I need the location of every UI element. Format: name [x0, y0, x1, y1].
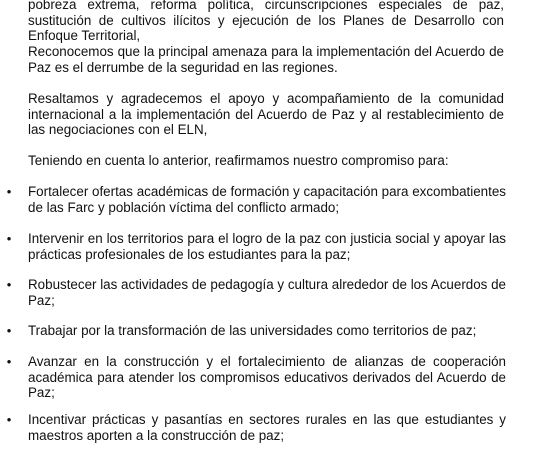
paragraph-international-support: Resaltamos y agradecemos el apoyo y acompañamiento de la comunidad internacional a la implementación del Acuerdo de Paz y al restablecimiento de las negociaciones con el ELN,	[28, 91, 504, 137]
list-item: Robustecer las actividades de pedagogía y cultura alrededor de los Acuerdos de Paz;	[28, 277, 506, 308]
list-item: Fortalecer ofertas académicas de formación y capacitación para excombatientes de las Farc y población víctima del conflicto armado;	[28, 184, 506, 215]
list-item: Incentivar prácticas y pasantías en sectores rurales en las que estudiantes y maestros aporten a la construcción de paz;	[28, 412, 506, 443]
bullet-icon: •	[6, 354, 12, 369]
list-item: Avanzar en la construcción y el fortalecimiento de alianzas de cooperación académica para atender los compromisos educativos derivados del Acuerdo de Paz;	[28, 354, 506, 400]
paragraph-commitment-intro: Teniendo en cuenta lo anterior, reafirmamos nuestro compromiso para:	[28, 153, 449, 168]
paragraph-continuation: pobreza extrema, reforma política, circunscripciones especiales de paz, sustitución de cultivos ilícitos y ejecución de los Planes de Desarrollo con Enfoque Territorial,	[28, 0, 504, 43]
list-item: Intervenir en los territorios para el logro de la paz con justicia social y apoyar las prácticas profesionales de los estudiantes para la paz;	[28, 231, 506, 262]
bullet-icon: •	[6, 323, 12, 338]
bullet-icon: •	[6, 412, 12, 427]
bullet-icon: •	[6, 277, 12, 292]
paragraph-threat: Reconocemos que la principal amenaza para la implementación del Acuerdo de Paz es el derrumbe de la seguridad en las regiones.	[28, 44, 504, 75]
list-item: Trabajar por la transformación de las universidades como territorios de paz;	[28, 323, 477, 338]
bullet-icon: •	[6, 231, 12, 246]
bullet-icon: •	[6, 184, 12, 199]
